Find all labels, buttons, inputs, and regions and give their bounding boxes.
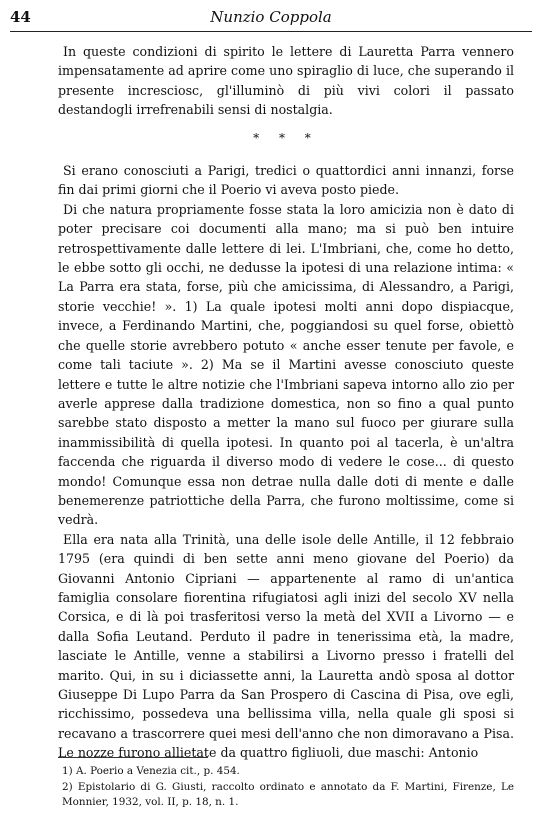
paragraph: Di che natura propriamente fosse stata la loro amicizia non è dato di poter precisare coi documenti alla mano; ma si può ben intuire retrospettivamente dalle lettere di lei. L'Imbriani, che, come ho detto, le ebbe sotto gli occhi, ne dedusse la ipotesi di una relazione intima: « La Parra era stata, forse, più che amicissima, di Alessandro, a Parigi, storie vecchie! ». 1) La quale ipotesi molti anni dopo dispiacque, invece, a Ferdinando Martini, che, poggiandosi su quel forse, obiettò che quelle storie avrebbero potuto « anche esser tenute per favole, e come tali taciute ». 2) Ma se il Martini avesse conosciuto queste lettere e tutte le altre notizie che l'Imbriani sapeva intorno allo zio per averle apprese dalla tradizione domestica, non so fino a qual punto sarebbe stato disposto a metter la mano sul fuoco per giurare sulla inammissibilità di quella ipotesi. In quanto poi al tacerla, è un'altra faccenda che riguarda il diverso modo di vedere le cose... di questo mondo! Comunque essa non detrae nulla dalle doti di mente e dalle benemerenze patriottiche della Parra, che furono moltissime, come si vedrà. (58, 201, 514, 528)
header-rule (10, 31, 532, 32)
paragraph: Si erano conosciuti a Parigi, tredici o quattordici anni innanzi, forse fin dai primi giorni che il Poerio vi aveva posto piede. (58, 163, 514, 198)
paragraph: In queste condizioni di spirito le lettere di Lauretta Parra vennero impensatamente ad aprire come uno spiraglio di luce, che superando il presente incresciosc, gl'illuminò di più vivi colori il passato destandogli irrefrenabili sensi di nostalgia. (58, 44, 514, 118)
footnote-1: 1) A. Poerio a Venezia cit., p. 454. (62, 765, 240, 777)
main-text (58, 42, 514, 763)
page-header (10, 6, 532, 28)
footnote-2: 2) Epistolario di G. Giusti, raccolto ordinato e annotato da F. Martini, Firenze, Le Monnier, 1932, vol. II, p. 18, n. 1. (62, 780, 514, 808)
footnote-rule (58, 757, 208, 758)
footnotes (10, 764, 514, 811)
paragraph: Ella era nata alla Trinità, una delle isole delle Antille, il 12 febbraio 1795 (era quindi di ben sette anni meno giovane del Poerio) da Giovanni Antonio Cipriani — appartenente al ramo di un'antica famiglia consolare fiorentina rifugiatosi agli inizi del secolo XV nella Corsica, e di là poi trasferitosi verso la metà del XVII a Livorno — e dalla Sofia Leutand. Perduto il padre in tenerissima età, la madre, lasciate le Antille, venne a stabilirsi a Livorno presso i fratelli del marito. Qui, in su i diciassette anni, la Lauretta andò sposa al dottor Giuseppe Di Lupo Parra da San Prospero di Cascina di Pisa, ove egli, ricchissimo, possedeva una bellissima villa, nella quale gli sposi si recavano a trascorrere quei mesi dell'anno che non dimoravano a Pisa. Le nozze furono allietate da quattro figliuoli, due maschi: Antonio (58, 531, 514, 761)
running-head: Nunzio Coppola (210, 8, 332, 26)
section-separator: * * * (253, 130, 319, 145)
page-number: 44 (10, 8, 31, 26)
